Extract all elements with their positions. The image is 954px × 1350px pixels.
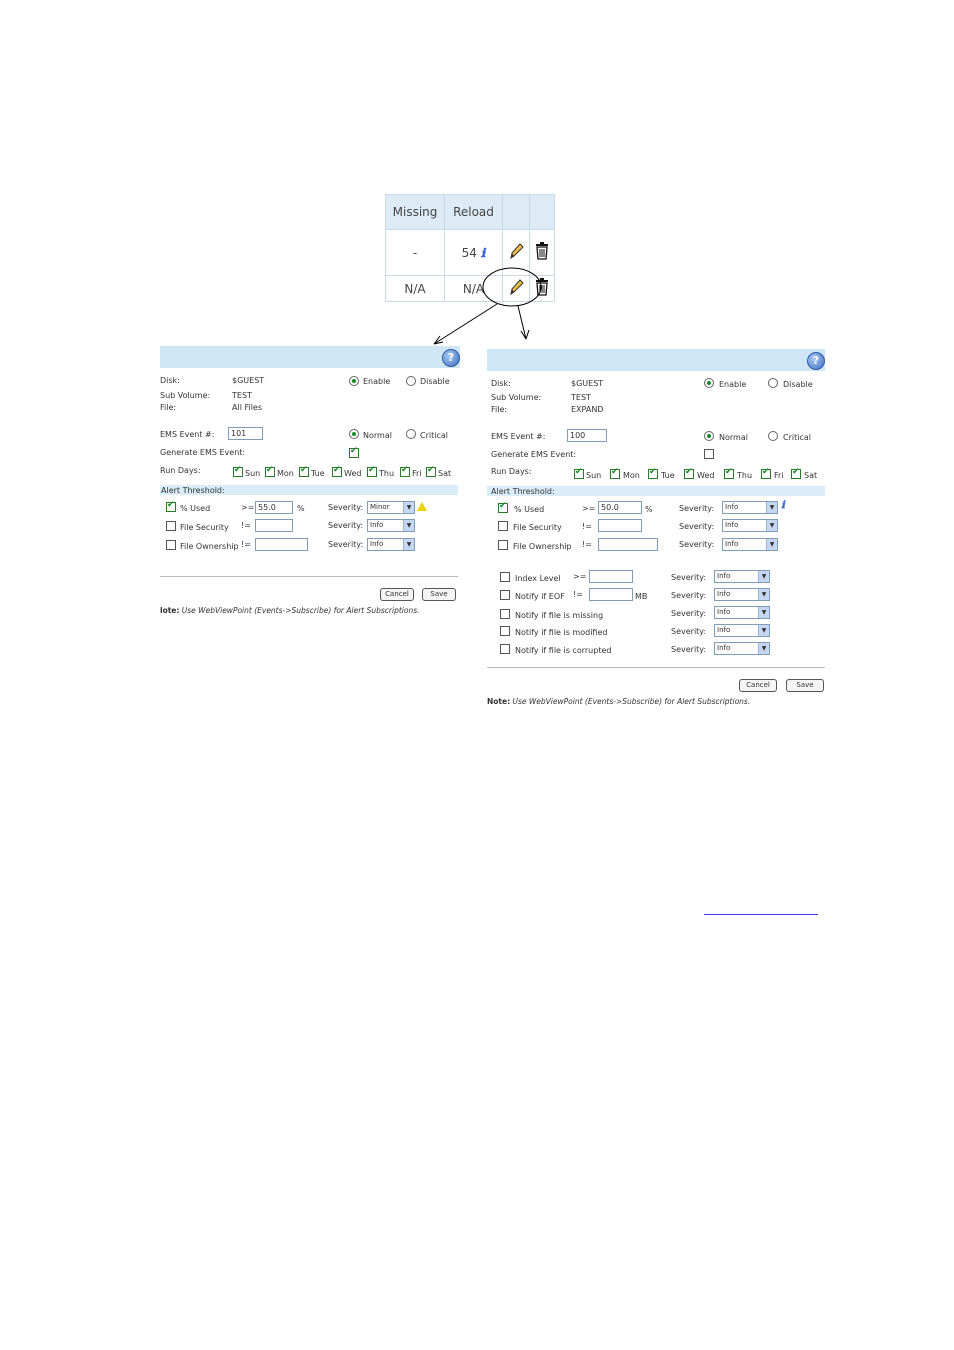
enable-radio[interactable]	[704, 378, 714, 388]
disable-radio[interactable]	[768, 378, 778, 388]
file-label: File:	[160, 403, 177, 412]
subscription-note: lote: Use WebViewPoint (Events->Subscribe) for Alert Subscriptions.	[160, 606, 420, 615]
severity-label: Severity:	[671, 609, 707, 618]
subvol-label: Sub Volume:	[491, 393, 542, 402]
subvol-value: TEST	[571, 393, 591, 402]
generate-ems-label: Generate EMS Event:	[491, 450, 577, 459]
used-unit: %	[297, 504, 305, 513]
generate-ems-label: Generate EMS Event:	[160, 448, 246, 457]
run-days-label: Run Days:	[160, 466, 201, 475]
chevron-down-icon: ▼	[403, 502, 414, 513]
chevron-down-icon: ▼	[758, 643, 769, 654]
file-ownership-checkbox[interactable]	[166, 540, 176, 550]
chevron-down-icon: ▼	[403, 539, 414, 550]
enable-label: Enable	[719, 380, 747, 389]
alert-threshold-label: Alert Threshold:	[491, 487, 555, 496]
critical-label: Critical	[783, 433, 811, 442]
severity-select[interactable]: Minor ▼	[367, 501, 415, 514]
save-button[interactable]: Save	[422, 588, 456, 601]
file-ownership-checkbox[interactable]	[498, 540, 508, 550]
normal-label: Normal	[363, 431, 392, 440]
severity-select[interactable]: Info ▼	[722, 501, 778, 514]
cancel-button[interactable]: Cancel	[739, 679, 777, 692]
file-security-input[interactable]	[598, 519, 642, 532]
left-edit-panel	[160, 346, 460, 626]
file-ownership-label: File Ownership	[513, 542, 572, 551]
file-security-operator: !=	[582, 522, 592, 531]
day-wed-checkbox[interactable]	[332, 467, 342, 477]
day-sun-checkbox[interactable]	[574, 469, 584, 479]
day-wed-label: Wed	[697, 471, 715, 480]
severity-select[interactable]: Info ▼	[714, 570, 770, 583]
col-reload: Reload	[445, 195, 503, 230]
subscription-note: Note: Use WebViewPoint (Events->Subscribe) for Alert Subscriptions.	[487, 697, 751, 706]
chevron-down-icon: ▼	[766, 539, 777, 550]
day-thu-checkbox[interactable]	[367, 467, 377, 477]
subvol-label: Sub Volume:	[160, 391, 211, 400]
severity-label: Severity:	[679, 522, 715, 531]
used-label: % Used	[514, 505, 545, 514]
severity-label: Severity:	[671, 573, 707, 582]
cell-missing: -	[386, 230, 445, 276]
normal-radio[interactable]	[349, 429, 359, 439]
divider	[160, 576, 458, 577]
day-wed-checkbox[interactable]	[684, 469, 694, 479]
severity-select[interactable]: Info ▼	[367, 519, 415, 532]
severity-select[interactable]: Info ▼	[714, 606, 770, 619]
day-mon-label: Mon	[277, 469, 294, 478]
run-days-label: Run Days:	[491, 467, 532, 476]
severity-label: Severity:	[679, 504, 715, 513]
day-sat-checkbox[interactable]	[426, 467, 436, 477]
used-operator: >=	[241, 503, 255, 512]
severity-select[interactable]: Info ▼	[714, 624, 770, 637]
disk-value: $GUEST	[571, 379, 604, 388]
severity-label: Severity:	[679, 540, 715, 549]
index-level-input[interactable]	[589, 570, 633, 583]
enable-label: Enable	[363, 377, 391, 386]
used-operator: >=	[582, 504, 596, 513]
index-level-checkbox[interactable]	[500, 572, 510, 582]
critical-radio[interactable]	[768, 431, 778, 441]
day-tue-checkbox[interactable]	[299, 467, 309, 477]
panel-header	[487, 349, 825, 371]
eof-unit: MB	[635, 592, 648, 601]
severity-label: Severity:	[671, 627, 707, 636]
ems-label: EMS Event #:	[491, 432, 546, 441]
chevron-down-icon: ▼	[758, 589, 769, 600]
cell-reload: 54 ℹ	[445, 230, 503, 276]
normal-label: Normal	[719, 433, 748, 442]
file-security-input[interactable]	[255, 519, 293, 532]
notify-modified-checkbox[interactable]	[500, 626, 510, 636]
day-mon-label: Mon	[623, 471, 640, 480]
day-tue-checkbox[interactable]	[648, 469, 658, 479]
notify-missing-checkbox[interactable]	[500, 609, 510, 619]
severity-select[interactable]: Info ▼	[714, 642, 770, 655]
file-label: File:	[491, 405, 508, 414]
generate-ems-checkbox[interactable]	[704, 449, 714, 459]
day-sun-checkbox[interactable]	[233, 467, 243, 477]
used-unit: %	[645, 505, 653, 514]
help-icon[interactable]: ?	[807, 352, 825, 370]
file-ownership-input[interactable]	[598, 538, 658, 551]
chevron-down-icon: ▼	[758, 607, 769, 618]
file-security-label: File Security	[180, 523, 229, 532]
disk-value: $GUEST	[232, 376, 265, 385]
ems-event-input[interactable]: 101	[228, 427, 263, 440]
file-value: EXPAND	[571, 405, 604, 414]
chevron-down-icon: ▼	[403, 520, 414, 531]
severity-label: Severity:	[671, 645, 707, 654]
notify-eof-label: Notify if EOF	[515, 592, 565, 601]
file-security-label: File Security	[513, 523, 562, 532]
chevron-down-icon: ▼	[766, 520, 777, 531]
file-value: All Files	[232, 403, 263, 412]
chevron-down-icon: ▼	[766, 502, 777, 513]
disable-label: Disable	[420, 377, 450, 386]
day-sat-label: Sat	[804, 471, 818, 480]
notify-missing-label: Notify if file is missing	[515, 611, 604, 620]
day-tue-label: Tue	[311, 469, 325, 478]
notify-eof-checkbox[interactable]	[500, 590, 510, 600]
severity-select[interactable]: Info ▼	[722, 538, 778, 551]
day-thu-checkbox[interactable]	[724, 469, 734, 479]
day-sun-label: Sun	[245, 469, 261, 478]
save-button[interactable]: Save	[786, 679, 824, 692]
severity-select[interactable]: Info ▼	[714, 588, 770, 601]
day-thu-label: Thu	[379, 469, 395, 478]
day-fri-checkbox[interactable]	[400, 467, 410, 477]
used-label: % Used	[180, 504, 211, 513]
critical-label: Critical	[420, 431, 448, 440]
used-checkbox[interactable]	[498, 503, 508, 513]
info-icon[interactable]: ℹ	[781, 500, 785, 511]
cell-reload: N/A	[445, 276, 503, 302]
used-value-input[interactable]: 50.0	[598, 501, 642, 514]
file-ownership-operator: !=	[241, 540, 251, 549]
chevron-down-icon: ▼	[758, 625, 769, 636]
col-missing: Missing	[386, 195, 445, 230]
notify-eof-input[interactable]	[589, 588, 633, 601]
severity-label: Severity:	[328, 540, 364, 549]
cell-missing: N/A	[386, 276, 445, 302]
day-fri-label: Fri	[774, 471, 784, 480]
subvol-value: TEST	[232, 391, 252, 400]
severity-select[interactable]: Info ▼	[722, 519, 778, 532]
notify-corrupted-checkbox[interactable]	[500, 644, 510, 654]
ems-label: EMS Event #:	[160, 430, 215, 439]
used-value-input[interactable]: 55.0	[255, 501, 293, 514]
day-fri-checkbox[interactable]	[761, 469, 771, 479]
used-checkbox[interactable]	[166, 502, 176, 512]
disk-label: Disk:	[491, 379, 511, 388]
day-sat-label: Sat	[438, 469, 452, 478]
enable-radio[interactable]	[349, 376, 359, 386]
day-mon-checkbox[interactable]	[610, 469, 620, 479]
info-icon[interactable]: ℹ	[480, 245, 486, 260]
cancel-button[interactable]: Cancel	[380, 588, 414, 601]
index-level-operator: >=	[573, 572, 587, 581]
severity-label: Severity:	[671, 591, 707, 600]
panel-header	[160, 346, 460, 368]
index-level-label: Index Level	[515, 574, 561, 583]
day-sat-checkbox[interactable]	[791, 469, 801, 479]
right-edit-panel	[487, 349, 827, 709]
disable-radio[interactable]	[406, 376, 416, 386]
day-thu-label: Thu	[737, 471, 753, 480]
file-security-operator: !=	[241, 521, 251, 530]
file-security-checkbox[interactable]	[166, 521, 176, 531]
notify-eof-operator: !=	[573, 590, 583, 599]
file-ownership-label: File Ownership	[180, 542, 239, 551]
link-underline[interactable]	[704, 914, 818, 915]
disable-label: Disable	[783, 380, 813, 389]
file-ownership-operator: !=	[582, 540, 592, 549]
notify-modified-label: Notify if file is modified	[515, 628, 608, 637]
alert-threshold-label: Alert Threshold:	[161, 486, 225, 495]
help-icon[interactable]: ?	[442, 349, 460, 367]
day-mon-checkbox[interactable]	[265, 467, 275, 477]
divider	[487, 667, 825, 668]
notify-corrupted-label: Notify if file is corrupted	[515, 646, 612, 655]
day-wed-label: Wed	[344, 469, 362, 478]
warning-icon	[417, 502, 427, 511]
day-sun-label: Sun	[586, 471, 602, 480]
generate-ems-checkbox[interactable]	[349, 448, 359, 458]
severity-select[interactable]: Info ▼	[367, 538, 415, 551]
day-tue-label: Tue	[661, 471, 675, 480]
ems-event-input[interactable]: 100	[567, 429, 607, 442]
callout-arrows	[0, 0, 954, 360]
disk-label: Disk:	[160, 376, 180, 385]
file-security-checkbox[interactable]	[498, 521, 508, 531]
chevron-down-icon: ▼	[758, 571, 769, 582]
day-fri-label: Fri	[412, 469, 422, 478]
severity-label: Severity:	[328, 503, 364, 512]
normal-radio[interactable]	[704, 431, 714, 441]
critical-radio[interactable]	[406, 429, 416, 439]
file-ownership-input[interactable]	[255, 538, 308, 551]
severity-label: Severity:	[328, 521, 364, 530]
